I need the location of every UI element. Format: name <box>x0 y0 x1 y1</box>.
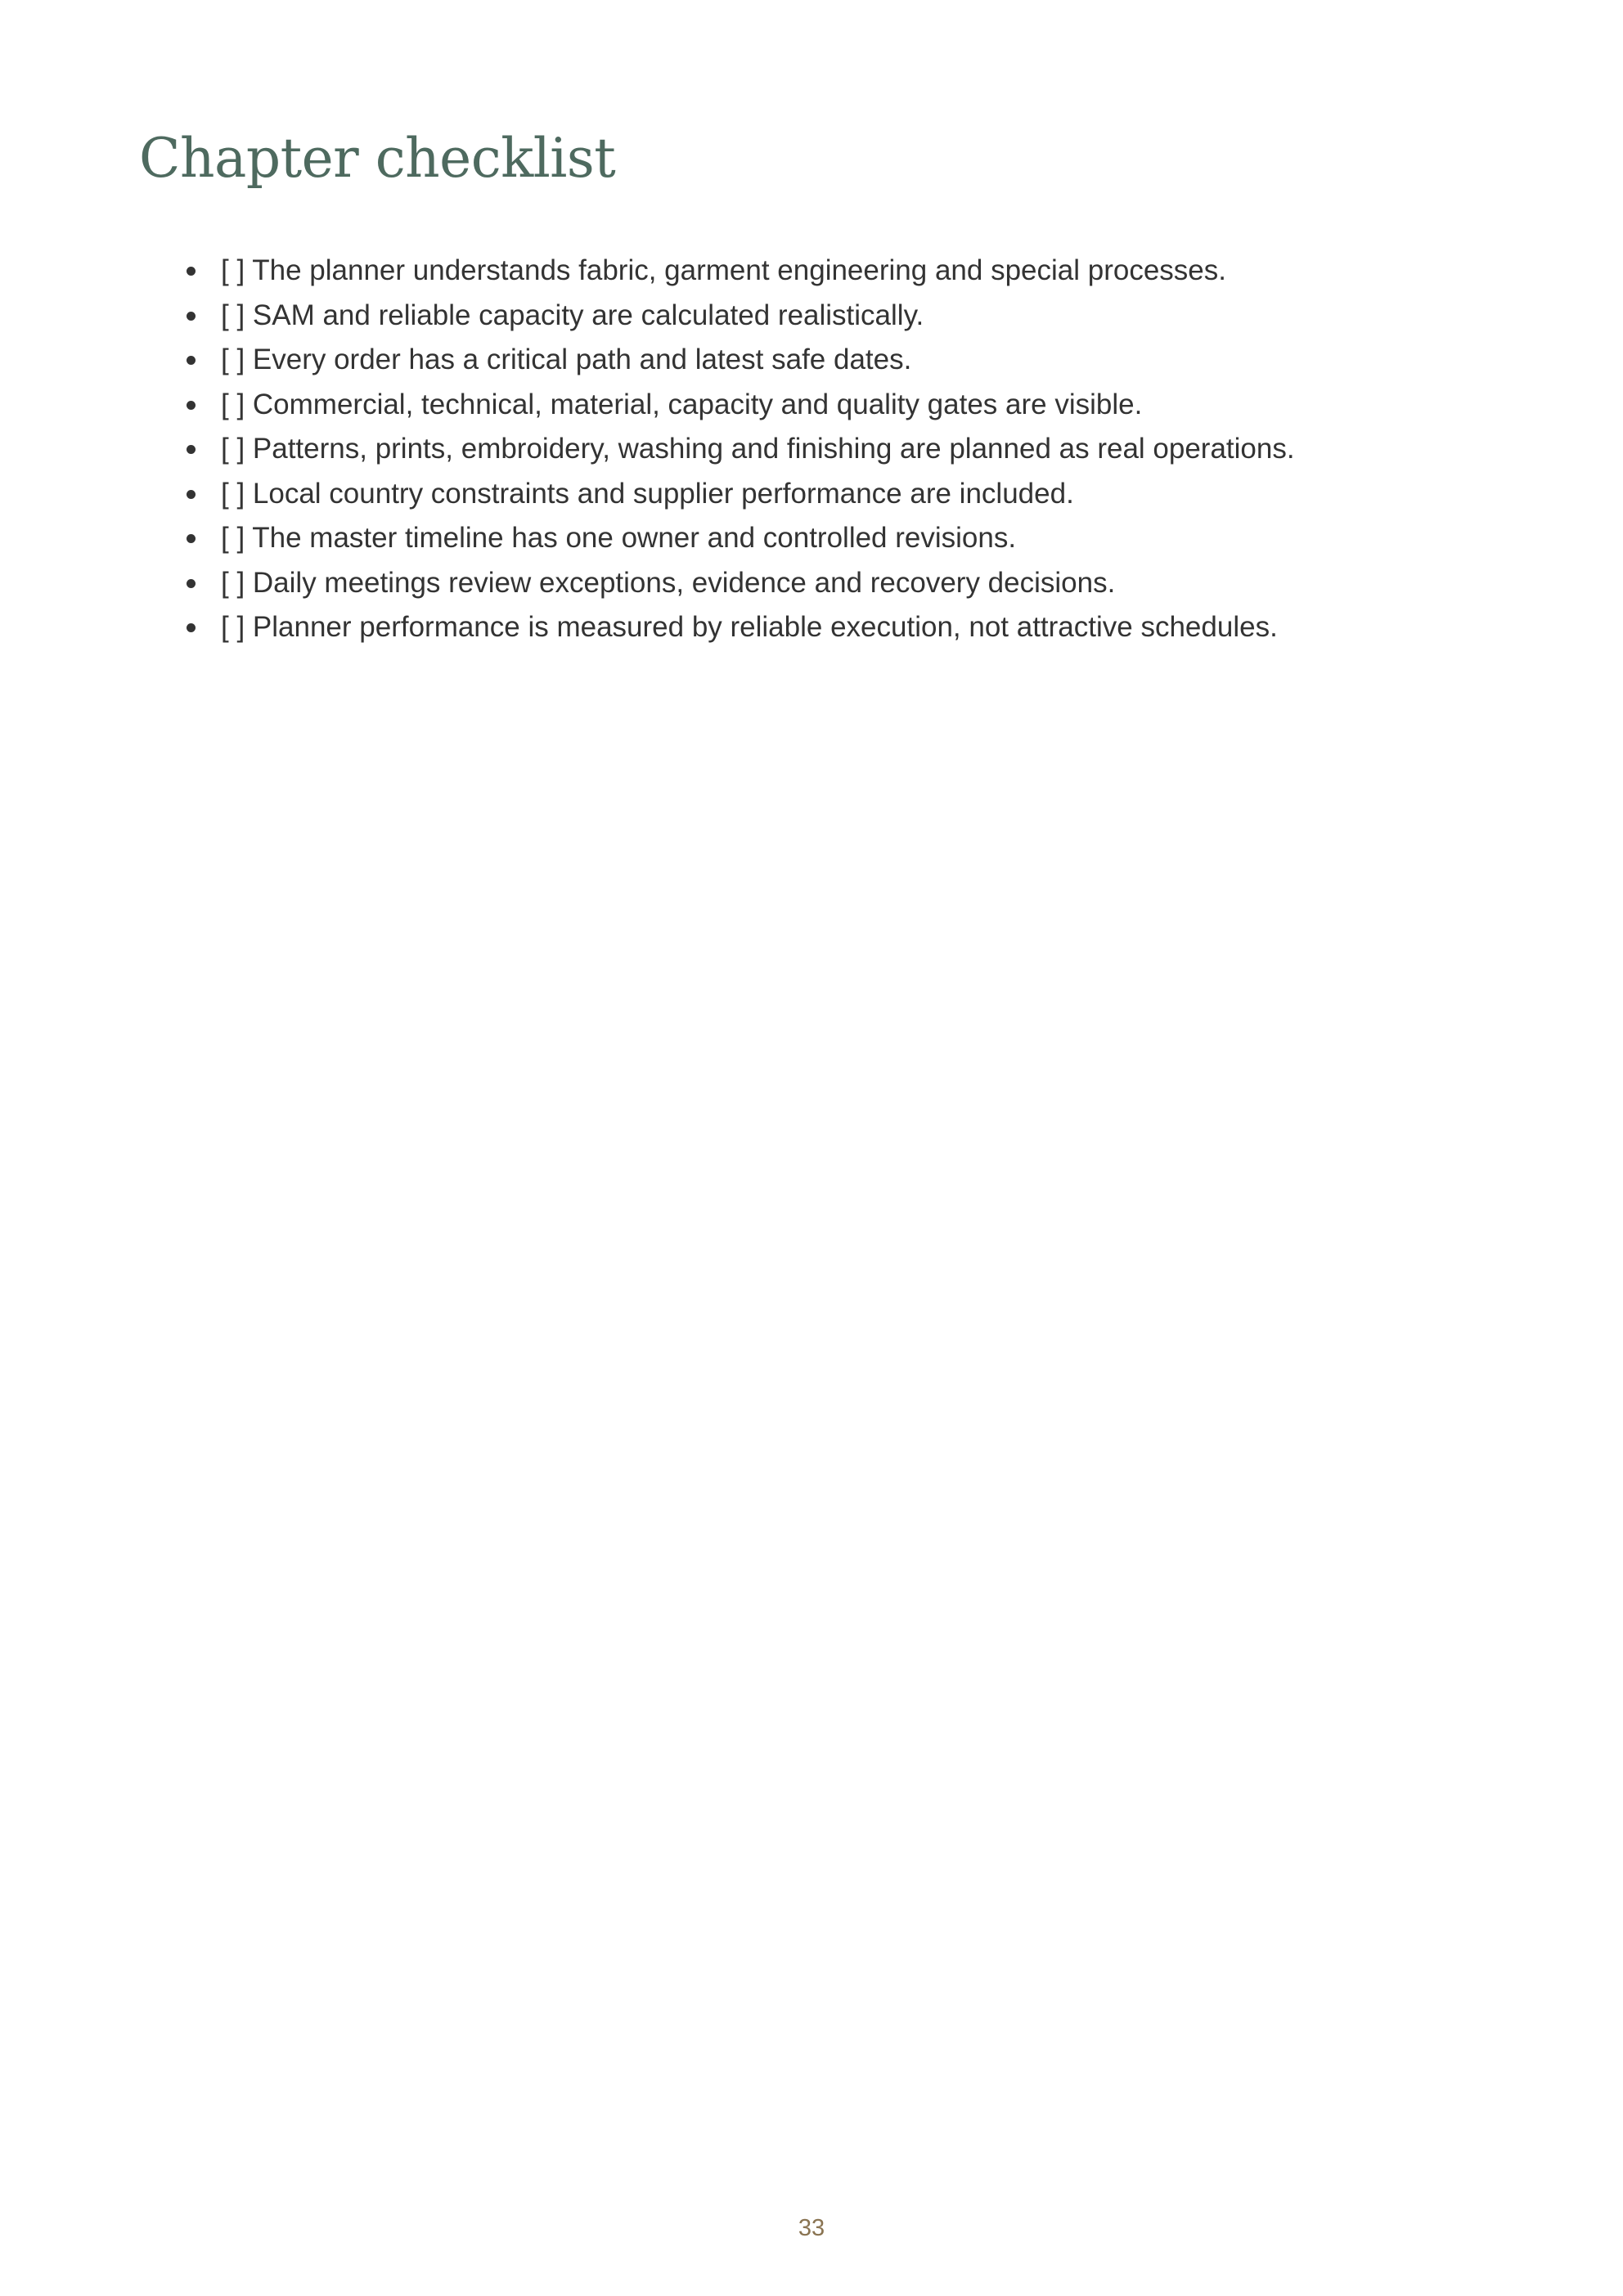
checklist-item <box>187 383 1295 428</box>
bullet-icon <box>187 312 196 321</box>
chapter-checklist <box>187 249 1295 650</box>
checklist-item <box>187 605 1295 650</box>
checklist-item <box>187 516 1295 561</box>
checklist-item-text: [ ] The master timeline has one owner and controlled revisions. <box>221 522 1017 554</box>
checklist-item <box>187 249 1295 294</box>
bullet-icon <box>187 534 196 543</box>
checklist-item-text: [ ] SAM and reliable capacity are calculated realistically. <box>221 299 924 331</box>
checklist-item <box>187 338 1295 383</box>
checklist-item-text: [ ] Patterns, prints, embroidery, washing and finishing are planned as real operations. <box>221 433 1295 465</box>
checklist-item-text: [ ] Every order has a critical path and latest safe dates. <box>221 344 912 375</box>
checklist-item-text: [ ] Daily meetings review exceptions, evidence and recovery decisions. <box>221 566 1116 599</box>
checklist-item <box>187 472 1295 517</box>
bullet-icon <box>187 356 196 365</box>
page-number: 33 <box>798 2215 825 2241</box>
bullet-icon <box>187 579 196 588</box>
checklist-item-text: [ ] Commercial, technical, material, capacity and quality gates are visible. <box>221 388 1143 420</box>
checklist-item <box>187 561 1295 606</box>
checklist-item <box>187 427 1295 472</box>
bullet-icon <box>187 401 196 410</box>
bullet-icon <box>187 267 196 276</box>
checklist-item-text: [ ] Planner performance is measured by reliable execution, not attractive schedules. <box>221 611 1278 643</box>
chapter-title: Chapter checklist <box>139 127 616 190</box>
checklist-item <box>187 294 1295 339</box>
bullet-icon <box>187 623 196 632</box>
bullet-icon <box>187 490 196 499</box>
checklist-item-text: [ ] Local country constraints and supplier performance are included. <box>221 477 1074 510</box>
checklist-item-text: [ ] The planner understands fabric, garment engineering and special processes. <box>221 254 1226 286</box>
bullet-icon <box>187 445 196 454</box>
